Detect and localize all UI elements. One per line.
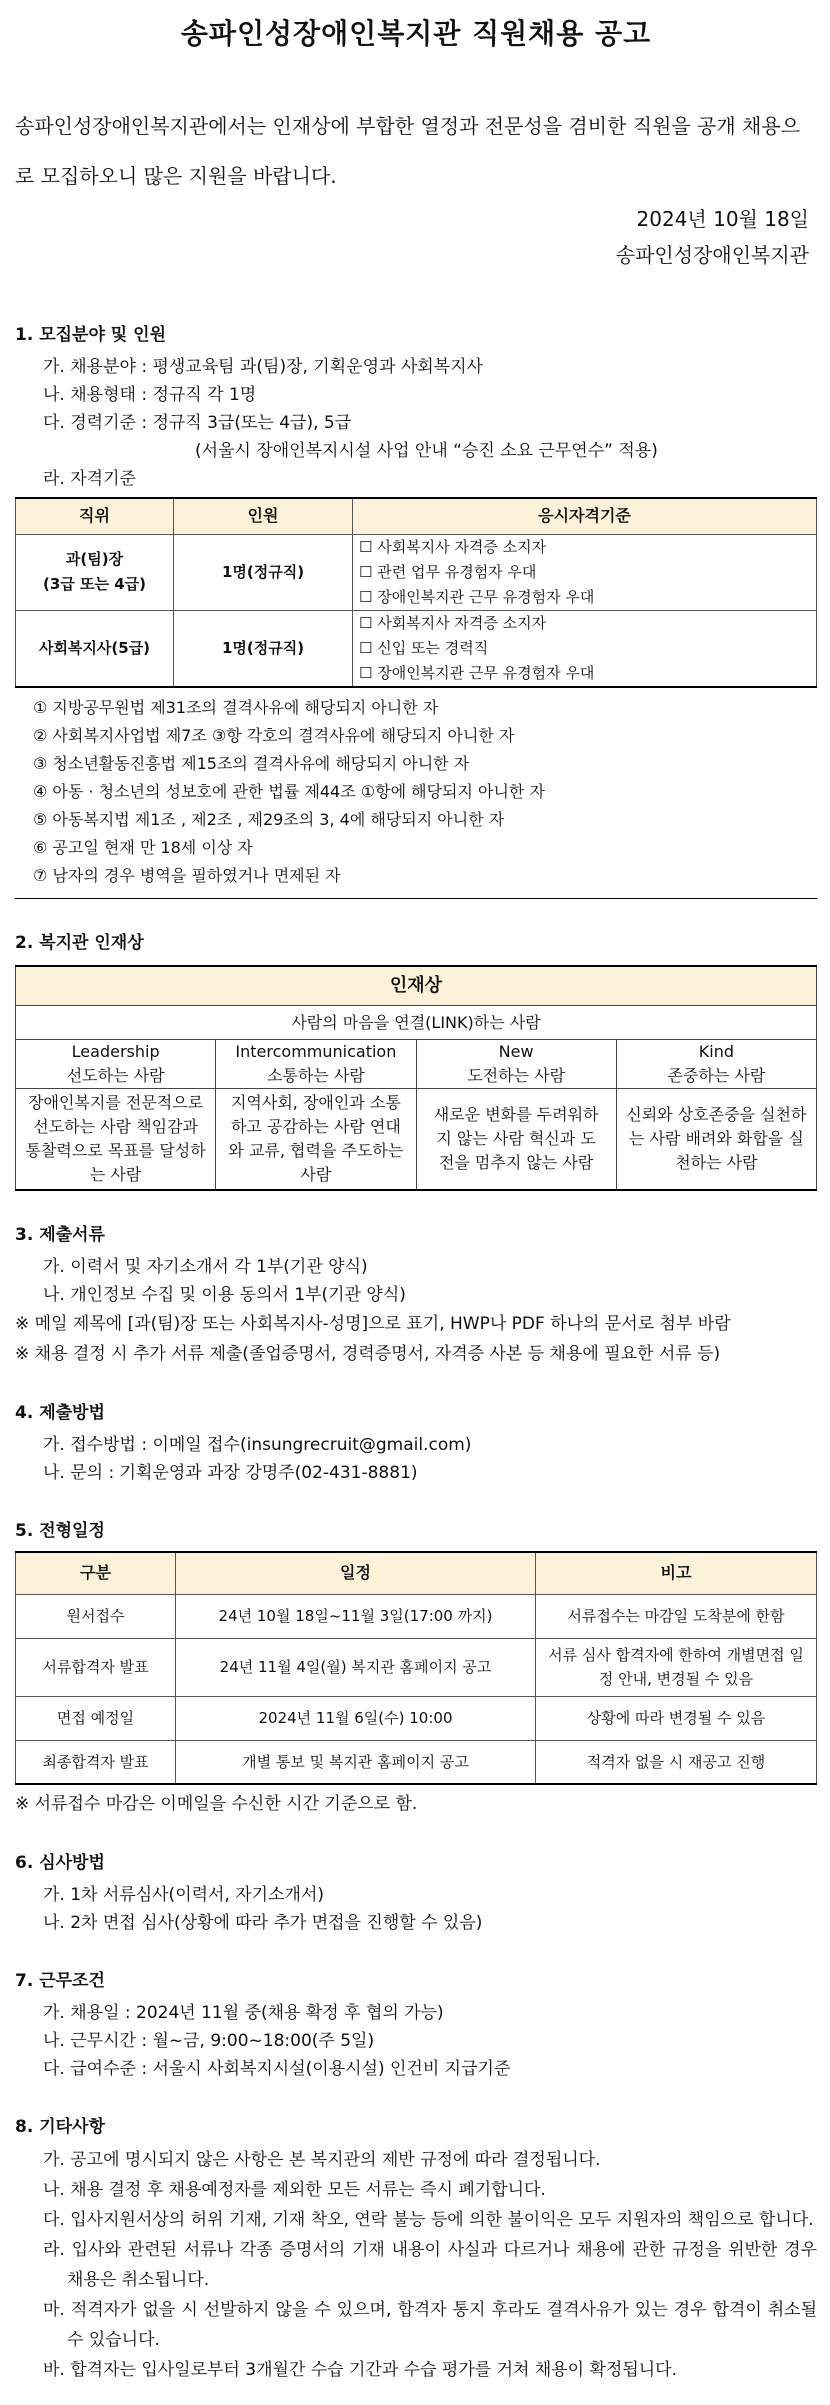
talent-description: 지역사회, 장애인과 소통하고 공감하는 사람 연대와 교류, 협력을 주도하는 사람 xyxy=(216,1089,416,1191)
list-item: ④ 아동 · 청소년의 성보호에 관한 법률 제44조 ①항에 해당되지 아니한 자 xyxy=(33,781,545,801)
qualification-table xyxy=(15,497,817,688)
section-heading: 2. 복지관 인재상 xyxy=(15,932,144,953)
note-text: ※ 채용 결정 시 추가 서류 제출(졸업증명서, 경력증명서, 자격증 사본 등 채용에 필요한 서류 등) xyxy=(15,1344,721,1365)
list-item: ① 지방공무원법 제31조의 결격사유에 해당되지 아니한 자 xyxy=(33,697,439,717)
talent-tagline: 소통하는 사람 xyxy=(266,1066,365,1086)
list-item: ② 사회복지사업법 제7조 ③항 각호의 결격사유에 해당되지 아니한 자 xyxy=(33,725,515,745)
talent-tagline: 도전하는 사람 xyxy=(467,1066,566,1086)
table-row xyxy=(16,1696,817,1740)
table-row xyxy=(16,610,817,687)
schedule-cell: 24년 11월 4일(월) 복지관 홈페이지 공고 xyxy=(176,1638,536,1696)
talent-name: Kind xyxy=(698,1042,734,1062)
list-item: 마. 적격자가 없을 시 선발하지 않을 수 있으며, 합격자 통지 후라도 결격사유가 있는 경우 합격이 취소될 수 있습니다. xyxy=(43,2300,817,2351)
column-header: 인원 xyxy=(174,498,353,534)
organization-name: 송파인성장애인복지관 xyxy=(615,243,809,268)
stage-cell: 면접 예정일 xyxy=(16,1696,176,1740)
list-item: 나. 개인정보 수집 및 이용 동의서 1부(기관 양식) xyxy=(43,1285,406,1306)
table-row xyxy=(16,534,817,610)
list-item: 바. 합격자는 입사일로부터 3개월간 수습 기간과 수습 평가를 거쳐 채용이 확정됩니다. xyxy=(43,2360,678,2381)
talent-table-title: 인재상 xyxy=(16,966,817,1006)
section-heading: 3. 제출서류 xyxy=(15,1225,105,1246)
list-item: 다. 입사지원서상의 허위 기재, 기재 착오, 연락 불능 등에 의한 불이익은 모두 지원자의 책임으로 합니다. xyxy=(43,2210,814,2231)
qualification-item: ☐ 장애인복지관 근무 유경험자 우대 xyxy=(359,587,595,606)
quals-cell xyxy=(353,534,817,610)
list-item: 라. 자격기준 xyxy=(43,469,136,490)
remark-cell: 서류접수는 마감일 도착분에 한함 xyxy=(536,1594,817,1638)
stage-cell: 원서접수 xyxy=(16,1594,176,1638)
remark-cell: 상황에 따라 변경될 수 있음 xyxy=(536,1696,817,1740)
eligibility-conditions xyxy=(15,694,817,899)
list-item: 나. 문의 : 기획운영과 과장 강명주(02-431-8881) xyxy=(43,1463,418,1484)
note-text: ※ 서류접수 마감은 이메일을 수신한 시간 기준으로 함. xyxy=(15,1794,418,1815)
remark-cell: 적격자 없을 시 재공고 진행 xyxy=(536,1740,817,1784)
list-item: 가. 이력서 및 자기소개서 각 1부(기관 양식) xyxy=(43,1257,368,1278)
qualification-item: ☐ 사회복지사 자격증 소지자 xyxy=(359,613,547,632)
list-item: 나. 채용 결정 후 채용예정자를 제외한 모든 서류는 즉시 폐기합니다. xyxy=(43,2180,546,2201)
list-item: 나. 2차 면접 심사(상황에 따라 추가 면접을 진행할 수 있음) xyxy=(43,1913,483,1934)
list-item: 나. 근무시간 : 월~금, 9:00~18:00(주 5일) xyxy=(43,2031,375,2052)
count-cell: 1명(정규직) xyxy=(174,610,353,687)
schedule-table xyxy=(15,1551,817,1785)
column-header: 비고 xyxy=(536,1552,817,1594)
column-header: 일정 xyxy=(176,1552,536,1594)
stage-cell: 최종합격자 발표 xyxy=(16,1740,176,1784)
talent-description: 새로운 변화를 두려워하지 않는 사람 혁신과 도전을 멈추지 않는 사람 xyxy=(416,1089,616,1191)
table-row xyxy=(16,1638,817,1696)
talent-name: New xyxy=(498,1042,534,1062)
section-heading: 1. 모집분야 및 인원 xyxy=(15,325,166,346)
qualification-item: ☐ 장애인복지관 근무 유경험자 우대 xyxy=(359,663,595,682)
qualification-item: ☐ 신입 또는 경력직 xyxy=(359,638,489,657)
talent-column xyxy=(616,1040,816,1089)
schedule-cell: 개별 통보 및 복지관 홈페이지 공고 xyxy=(176,1740,536,1784)
talent-tagline: 존중하는 사람 xyxy=(667,1066,766,1086)
list-item: 다. 경력기준 : 정규직 3급(또는 4급), 5급 xyxy=(43,413,352,434)
list-item: 가. 채용분야 : 평생교육팀 과(팀)장, 기획운영과 사회복지사 xyxy=(43,357,483,378)
list-item: ⑦ 남자의 경우 병역을 필하였거나 면제된 자 xyxy=(33,865,341,885)
talent-column xyxy=(416,1040,616,1089)
note-text: ※ 메일 제목에 [과(팀)장 또는 사회복지사-성명]으로 표기, HWP나 PDF 하나의 문서로 첨부 바람 xyxy=(15,1314,731,1335)
list-item: 다. 급여수준 : 서울시 사회복지시설(이용시설) 인건비 지급기준 xyxy=(43,2059,511,2080)
page-title: 송파인성장애인복지관 직원채용 공고 xyxy=(180,17,652,50)
section-heading: 6. 심사방법 xyxy=(15,1853,105,1874)
section-heading: 8. 기타사항 xyxy=(15,2117,105,2138)
qualification-item: ☐ 관련 업무 유경험자 우대 xyxy=(359,562,537,581)
career-note: (서울시 장애인복지시설 사업 안내 “승진 소요 근무연수” 적용) xyxy=(195,441,658,462)
position-cell: 과(팀)장 (3급 또는 4급) xyxy=(16,534,174,610)
quals-cell xyxy=(353,610,817,687)
remark-cell: 서류 심사 합격자에 한하여 개별면접 일정 안내, 변경될 수 있음 xyxy=(536,1638,817,1696)
talent-name: Intercommunication xyxy=(235,1042,397,1062)
schedule-cell: 2024년 11월 6일(수) 10:00 xyxy=(176,1696,536,1740)
column-header: 응시자격기준 xyxy=(353,498,817,534)
column-header: 구분 xyxy=(16,1552,176,1594)
notice-date: 2024년 10월 18일 xyxy=(636,207,809,232)
qualification-item: ☐ 사회복지사 자격증 소지자 xyxy=(359,537,547,556)
talent-name: Leadership xyxy=(71,1042,160,1062)
table-row xyxy=(16,1594,817,1638)
intro-text: 송파인성장애인복지관에서는 인재상에 부합한 열정과 전문성을 겸비한 직원을 공개 채용으로 모집하오니 많은 지원을 바랍니다. xyxy=(15,114,801,189)
section-heading: 4. 제출방법 xyxy=(15,1403,105,1424)
column-header: 직위 xyxy=(16,498,174,534)
talent-description: 장애인복지를 전문적으로 선도하는 사람 책임감과 통찰력으로 목표를 달성하는 사람 xyxy=(16,1089,216,1191)
talent-subtitle: 사람의 마음을 연결(LINK)하는 사람 xyxy=(16,1006,817,1040)
section-heading: 5. 전형일정 xyxy=(15,1521,105,1542)
position-cell: 사회복지사(5급) xyxy=(16,610,174,687)
list-item: 나. 채용형태 : 정규직 각 1명 xyxy=(43,385,257,406)
section-heading: 7. 근무조건 xyxy=(15,1971,105,1992)
list-item: ⑤ 아동복지법 제1조 , 제2조 , 제29조의 3, 4에 해당되지 아니한 자 xyxy=(33,809,505,829)
list-item: 가. 채용일 : 2024년 11월 중(채용 확정 후 협의 가능) xyxy=(43,2003,444,2024)
list-item: 라. 입사와 관련된 서류나 각종 증명서의 기재 내용이 사실과 다르거나 채용에 관한 규정을 위반한 경우 채용은 취소됩니다. xyxy=(43,2240,817,2291)
schedule-cell: 24년 10월 18일~11월 3일(17:00 까지) xyxy=(176,1594,536,1638)
talent-tagline: 선도하는 사람 xyxy=(66,1066,165,1086)
list-item: 가. 공고에 명시되지 않은 사항은 본 복지관의 제반 규정에 따라 결정됩니다. xyxy=(43,2150,601,2171)
talent-table xyxy=(15,965,817,1192)
list-item: 가. 접수방법 : 이메일 접수(insungrecruit@gmail.com) xyxy=(43,1435,472,1456)
list-item: ⑥ 공고일 현재 만 18세 이상 자 xyxy=(33,837,253,857)
table-row xyxy=(16,1740,817,1784)
stage-cell: 서류합격자 발표 xyxy=(16,1638,176,1696)
count-cell: 1명(정규직) xyxy=(174,534,353,610)
talent-description: 신뢰와 상호존중을 실천하는 사람 배려와 화합을 실천하는 사람 xyxy=(616,1089,816,1191)
list-item: ③ 청소년활동진흥법 제15조의 결격사유에 해당되지 아니한 자 xyxy=(33,753,470,773)
talent-column xyxy=(216,1040,416,1089)
list-item: 가. 1차 서류심사(이력서, 자기소개서) xyxy=(43,1885,325,1906)
talent-column xyxy=(16,1040,216,1089)
